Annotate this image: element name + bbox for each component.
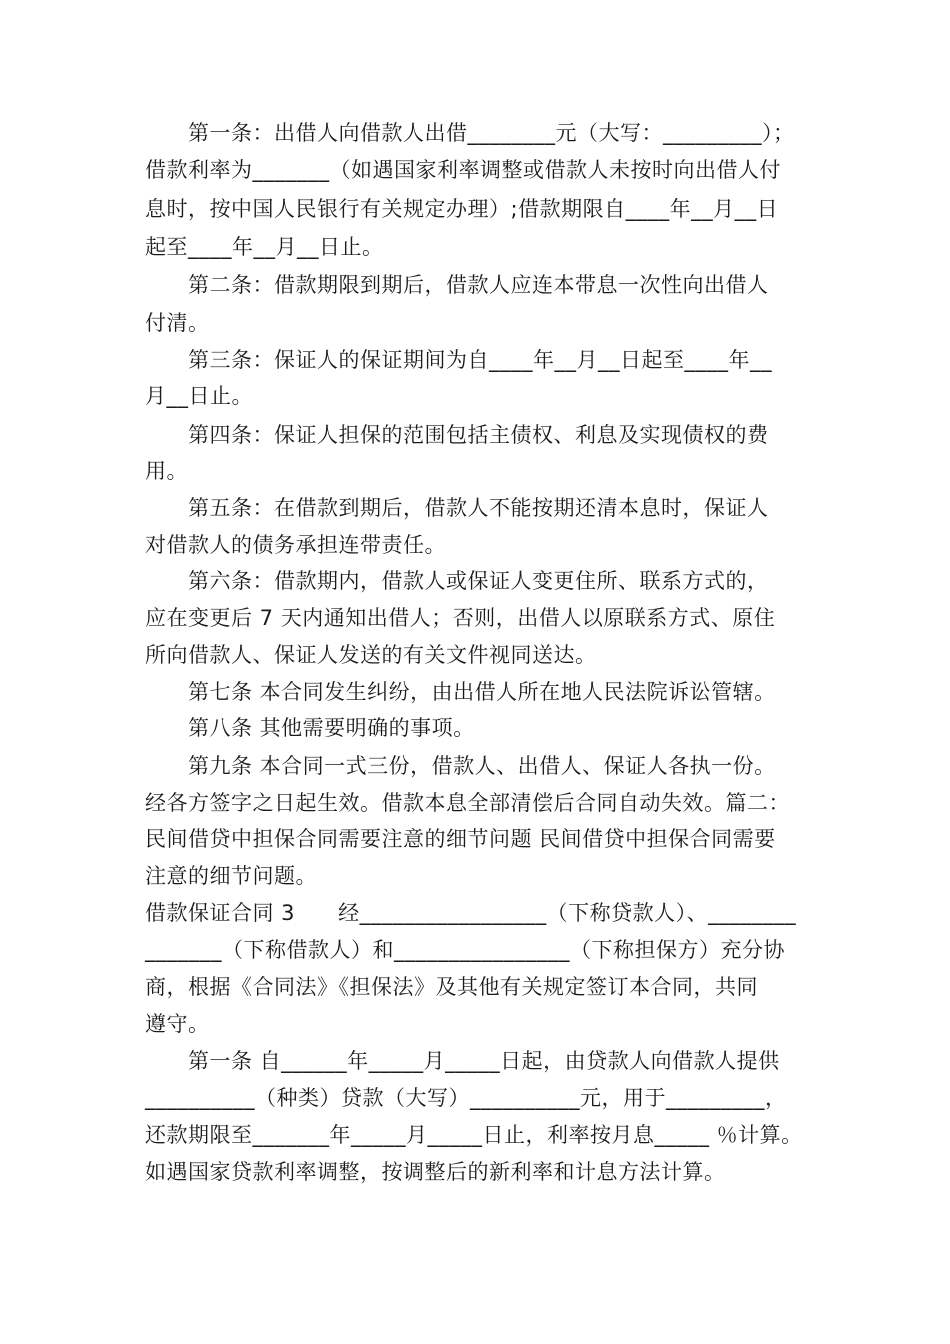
text-line: 第五条：在借款到期后，借款人不能按期还清本息时，保证人	[188, 496, 769, 520]
text-line: 民间借贷中担保合同需要注意的细节问题 民间借贷中担保合同需要	[145, 827, 776, 851]
text-line: 还款期限至_______年_____月_____日止，利率按月息_____ ％计算。	[145, 1123, 803, 1147]
text-line: 第四条：保证人担保的范围包括主债权、利息及实现债权的费	[188, 423, 769, 447]
text-line: 第二条：借款期限到期后，借款人应连本带息一次性向出借人	[188, 273, 769, 297]
text-line: 所向借款人、保证人发送的有关文件视同送达。	[145, 643, 597, 667]
text-line: 付清。	[145, 311, 210, 335]
text-line: 商，根据《合同法》《担保法》及其他有关规定签订本合同，共同	[145, 975, 758, 999]
text-line: 注意的细节问题。	[145, 864, 317, 888]
text-line: 遵守。	[145, 1012, 210, 1036]
text-line: 息时，按中国人民银行有关规定办理）;借款期限自____年__月__日	[145, 197, 779, 221]
text-line: 应在变更后 7 天内通知出借人；否则，出借人以原联系方式、原住	[145, 606, 776, 630]
text-line: __________（种类）贷款（大写）__________元，用于_________，	[145, 1086, 787, 1110]
text-line: 月__日止。	[145, 384, 253, 408]
text-line: 对借款人的债务承担连带责任。	[145, 533, 446, 557]
text-line: 第九条 本合同一式三份，借款人、出借人、保证人各执一份。	[188, 754, 776, 778]
text-line: 起至____年__月__日止。	[145, 235, 384, 259]
text-line: 用。	[145, 459, 188, 483]
text-line: _______（下称借款人）和________________（下称担保方）充分协	[145, 938, 785, 962]
text-line: 如遇国家贷款利率调整，按调整后的新利率和计息方法计算。	[145, 1160, 726, 1184]
text-line: 第七条 本合同发生纠纷，由出借人所在地人民法院诉讼管辖。	[188, 680, 776, 704]
text-line: 第八条 其他需要明确的事项。	[188, 716, 475, 740]
text-line: 经各方签字之日起生效。借款本息全部清偿后合同自动失效。篇二：	[145, 791, 790, 815]
text-line: 第六条：借款期内，借款人或保证人变更住所、联系方式的，	[188, 569, 769, 593]
text-line: 第三条：保证人的保证期间为自____年__月__日起至____年__	[188, 348, 772, 372]
text-line: 借款利率为_______（如遇国家利率调整或借款人未按时向出借人付	[145, 158, 781, 182]
text-line: 第一条 自______年_____月_____日起，由贷款人向借款人提供	[188, 1049, 780, 1073]
text-line: 借款保证合同 3 经_________________（下称贷款人）、________	[145, 901, 797, 925]
text-line: 第一条：出借人向借款人出借________元（大写：_________）；	[188, 121, 795, 145]
